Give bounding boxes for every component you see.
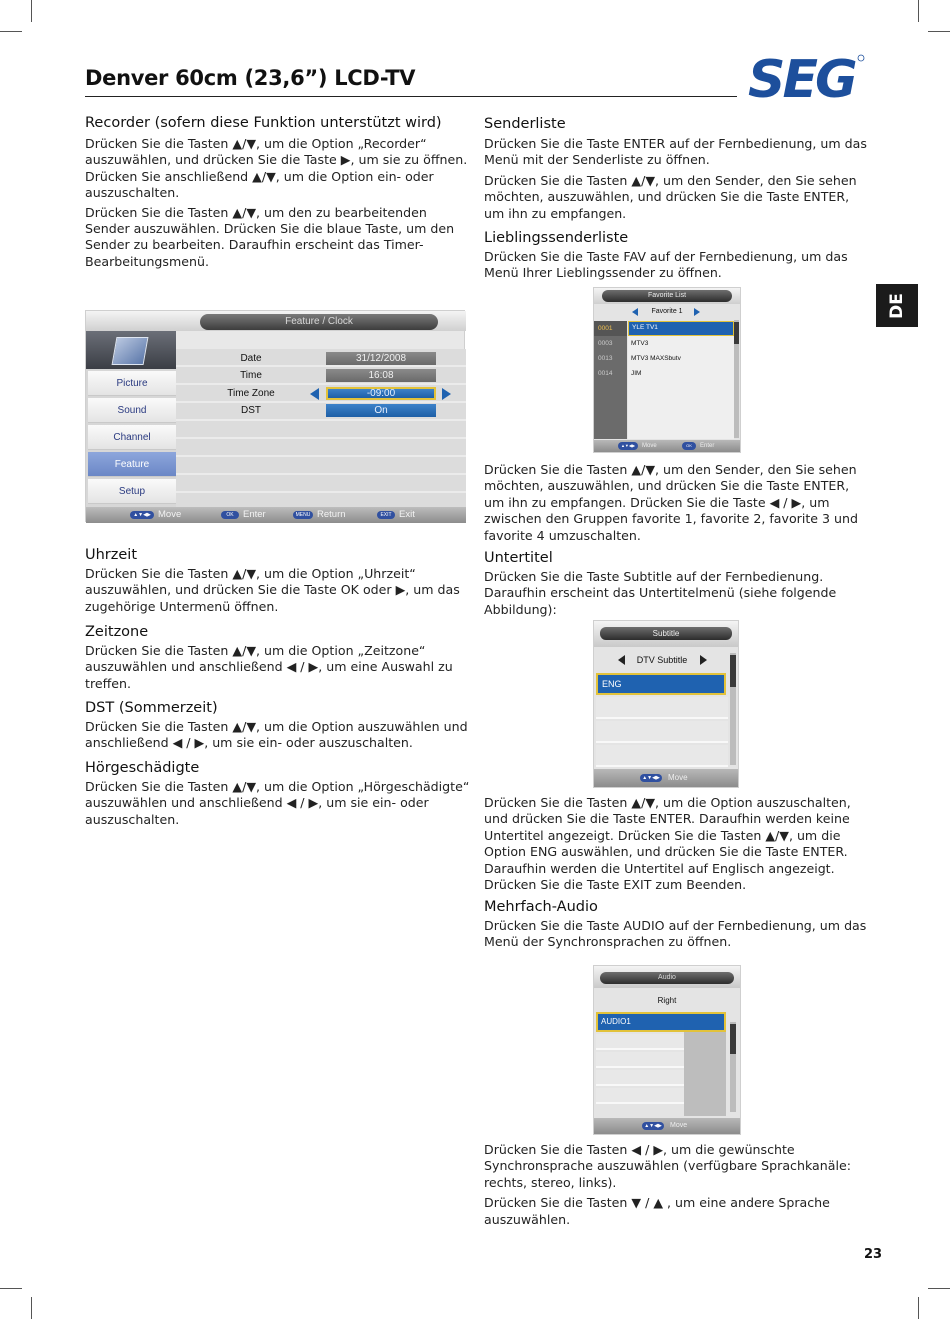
section-heading: Lieblingssenderliste <box>484 230 629 246</box>
tab-feature[interactable]: Feature <box>88 452 176 477</box>
subtitle-menu-screenshot <box>593 620 739 788</box>
section-zeitzone <box>85 622 470 692</box>
fav-footer <box>594 440 740 452</box>
menu-footer <box>86 507 466 523</box>
paragraph: Drücken Sie die Taste FAV auf der Fernbedienung, um das Menü Ihrer Lieblingssender zu öffnen. <box>484 249 848 281</box>
row-label: Time Zone <box>227 388 275 399</box>
feature-clock-menu-screenshot <box>85 310 465 522</box>
menu-title: Feature / Clock <box>200 314 438 330</box>
section-heading: Recorder (sofern diese Funktion unterstützt wird) <box>85 115 442 131</box>
crop-mark <box>31 1297 32 1319</box>
section-heading: DST (Sommerzeit) <box>85 700 218 716</box>
arrow-keys-icon: ▲▼◀▶ <box>130 511 154 519</box>
sub-option-selector[interactable] <box>596 649 728 671</box>
row-label: Date <box>240 353 262 364</box>
list-item-empty <box>594 381 740 396</box>
svg-text:SEG: SEG <box>748 52 855 102</box>
menu-titlebar <box>86 311 466 331</box>
language-tab: DE <box>876 284 918 327</box>
footer-move: Move <box>158 509 182 520</box>
arrow-left-icon[interactable] <box>310 388 319 400</box>
menu-row-dst[interactable] <box>176 402 466 419</box>
paragraph: Drücken Sie die Taste AUDIO auf der Fernbedienung, um das Menü der Synchronsprachen zu öffnen. <box>484 918 867 950</box>
arrow-left-icon[interactable] <box>618 655 625 665</box>
tab-sound[interactable]: Sound <box>88 398 176 423</box>
arrow-keys-icon: ▲▼◀▶ <box>642 1122 664 1130</box>
title-rule <box>85 96 737 97</box>
menu-row-date[interactable] <box>176 350 466 367</box>
arrow-keys-icon: ▲▼◀▶ <box>618 442 638 450</box>
section-heading: Mehrfach-Audio <box>484 899 598 915</box>
paragraph: Drücken Sie die Taste Subtitle auf der Fernbedienung. Daraufhin erscheint das Untertitelmenü (siehe folgende Abbildung): <box>484 569 837 617</box>
paragraph: Drücken Sie die Taste ENTER auf der Fernbedienung, um das Menü mit der Senderliste zu öffnen. <box>484 136 867 168</box>
paragraph: Drücken Sie die Tasten ▲/▼, um den Sender, den Sie sehen möchten, auszuwählen, und drücken Sie die Taste ENTER, um ihn zu empfangen. <box>484 172 857 221</box>
section-recorder <box>85 113 470 270</box>
sub-title: Subtitle <box>600 627 732 640</box>
row-value: 16:08 <box>326 369 436 382</box>
seg-logo <box>746 52 866 102</box>
audio-title: Audio <box>600 972 734 984</box>
footer-exit: Exit <box>399 509 415 520</box>
list-item-empty <box>594 426 740 439</box>
audio-channel[interactable]: Right <box>657 996 677 1005</box>
feature-icon <box>86 331 176 369</box>
paragraph: Drücken Sie die Tasten ▲/▼, um die Option „Recorder“ auszuwählen, und drücken Sie die Taste ▶, um sie zu öffnen. Drücken Sie anschließend ▲/▼, um die Option ein- oder auszuschalten. <box>85 136 468 201</box>
list-item-empty <box>594 396 740 411</box>
section-heading: Hörgeschädigte <box>85 760 200 776</box>
page-number: 23 <box>864 1247 883 1262</box>
section-uhrzeit <box>85 545 470 615</box>
ok-key-icon: OK <box>221 511 239 519</box>
tab-picture[interactable]: Picture <box>88 371 176 396</box>
scrollbar[interactable] <box>730 1022 736 1112</box>
audio-selected-item[interactable]: AUDIO1 <box>596 1012 726 1032</box>
channel-number: 0013 <box>594 351 627 366</box>
crop-mark <box>0 1288 22 1289</box>
menu-row-time[interactable] <box>176 367 466 384</box>
section-senderliste <box>484 114 869 222</box>
paragraph: Drücken Sie die Tasten ▲/▼, um den zu bearbeitenden Sender auszuwählen. Drücken Sie die blaue Taste, um den Sender zu bearbeiten. Daraufhin erscheint das Timer-Bearbeitungsmenü. <box>85 204 455 269</box>
crop-mark <box>31 0 32 22</box>
crop-mark <box>928 1288 950 1289</box>
tab-setup[interactable]: Setup <box>88 479 176 504</box>
section-heading: Senderliste <box>484 116 566 132</box>
audio-footer <box>594 1118 740 1134</box>
sub-option-label: DTV Subtitle <box>636 655 688 665</box>
section-mehrfach-audio <box>484 897 869 951</box>
channel-name: MTV3 MAXSbutv <box>628 351 734 366</box>
list-item[interactable] <box>594 336 740 351</box>
sub-footer <box>594 769 738 787</box>
scrollbar[interactable] <box>730 653 736 765</box>
audio-titlebar <box>594 966 740 988</box>
audio-menu-screenshot <box>593 965 741 1135</box>
section-lieblingssenderliste <box>484 228 869 282</box>
sub-selected-item[interactable]: ENG <box>596 673 726 695</box>
paragraph: Drücken Sie die Tasten ▼ / ▲ , um eine andere Sprache auszuwählen. <box>484 1195 830 1227</box>
list-item-empty <box>596 721 728 743</box>
menu-sidebar <box>86 331 176 507</box>
list-item-empty <box>596 745 728 767</box>
list-item-empty <box>596 697 728 719</box>
row-value: -09:00 <box>326 387 436 400</box>
audio-column <box>684 1032 726 1116</box>
footer-enter: Enter <box>243 509 266 520</box>
footer-return: Return <box>317 509 346 520</box>
page-title: Denver 60cm (23,6”) LCD-TV <box>85 66 416 90</box>
arrow-right-icon[interactable] <box>694 308 700 316</box>
paragraph: Drücken Sie die Tasten ▲/▼, um die Option auszuschalten, und drücken Sie die Taste ENTER. Daraufhin werden keine Untertitel angezeigt. Drücken Sie die Tasten ▲/▼, um die Option ENG auswählen, und drücken Sie die Taste ENTER. Daraufhin werden die Untertitel auf Englisch angezeigt. Drücken Sie die Taste EXIT zum Beenden. <box>484 795 851 893</box>
section-dst <box>85 698 470 752</box>
section-lieblingssenderliste-cont <box>484 462 869 544</box>
fav-group-label: Favorite 1 <box>651 308 683 315</box>
crop-mark <box>918 1297 919 1319</box>
arrow-right-icon[interactable] <box>442 388 451 400</box>
tab-channel[interactable]: Channel <box>88 425 176 450</box>
section-mehrfach-audio-cont <box>484 1142 869 1228</box>
menu-row-time-zone[interactable] <box>176 385 466 402</box>
footer-enter: Enter <box>700 443 715 449</box>
footer-move: Move <box>670 1122 688 1129</box>
paragraph: Drücken Sie die Tasten ▲/▼, um die Option auszuwählen und anschließend ◀ / ▶, um sie ein- oder auszuschalten. <box>85 719 468 751</box>
list-item[interactable] <box>594 351 740 366</box>
scrollbar[interactable] <box>734 320 739 438</box>
channel-name: JIM <box>628 366 734 381</box>
list-item[interactable] <box>594 366 740 381</box>
footer-move: Move <box>668 773 688 782</box>
sub-titlebar <box>594 621 738 647</box>
menu-key-icon: MENU <box>293 511 313 519</box>
section-heading: Zeitzone <box>85 624 149 640</box>
paragraph: Drücken Sie die Tasten ▲/▼, um die Option „Zeitzone“ auszuwählen und anschließend ◀ / ▶, um eine Auswahl zu treffen. <box>85 643 453 691</box>
section-untertitel-cont <box>484 795 869 893</box>
fav-titlebar <box>594 288 740 304</box>
row-label: DST <box>241 405 261 416</box>
channel-number: 0003 <box>594 336 627 351</box>
fav-title: Favorite List <box>602 290 732 302</box>
crop-mark <box>928 31 950 32</box>
fav-group-selector[interactable] <box>594 304 740 320</box>
ok-key-icon: OK <box>682 442 696 450</box>
section-untertitel <box>484 548 869 618</box>
arrow-left-icon[interactable] <box>632 308 638 316</box>
channel-number: 0014 <box>594 366 627 381</box>
section-heading: Uhrzeit <box>85 547 138 563</box>
row-label: Time <box>240 370 262 381</box>
paragraph: Drücken Sie die Tasten ▲/▼, um die Option „Hörgeschädigte“ auszuwählen und anschließend ◀ / ▶, um sie ein- oder auszuschalten. <box>85 779 470 827</box>
crop-mark <box>918 0 919 22</box>
arrow-keys-icon: ▲▼◀▶ <box>640 774 662 782</box>
row-value: On <box>326 404 436 417</box>
paragraph: Drücken Sie die Tasten ▲/▼, um den Sender, den Sie sehen möchten, auszuwählen, und drücken Sie die Taste ENTER, um ihn zu empfangen. Drücken Sie die Taste ◀ / ▶, um zwischen den Gruppen favorite 1, favorite 2, favorite 3 und favorite 4 umzuschalten. <box>484 462 859 543</box>
channel-name: MTV3 <box>628 336 734 351</box>
arrow-right-icon[interactable] <box>700 655 707 665</box>
channel-name: YLE TV1 <box>628 321 734 336</box>
crop-mark <box>0 31 22 32</box>
section-hoergeschaedigte <box>85 758 470 828</box>
exit-key-icon: EXIT <box>377 511 395 519</box>
favorite-list-screenshot <box>593 287 741 453</box>
list-item[interactable] <box>594 321 740 336</box>
section-heading: Untertitel <box>484 550 553 566</box>
channel-number: 0001 <box>594 321 627 336</box>
paragraph: Drücken Sie die Tasten ▲/▼, um die Option „Uhrzeit“ auszuwählen, und drücken Sie die Taste OK oder ▶, um das zugehörige Untermenü öffnen. <box>85 566 460 614</box>
paragraph: Drücken Sie die Tasten ◀ / ▶, um die gewünschte Synchronsprache auszuwählen (verfügbare Sprachkanäle: rechts, stereo, links). <box>484 1142 851 1190</box>
list-item-empty <box>594 411 740 426</box>
footer-move: Move <box>642 443 657 449</box>
row-value: 31/12/2008 <box>326 352 436 365</box>
